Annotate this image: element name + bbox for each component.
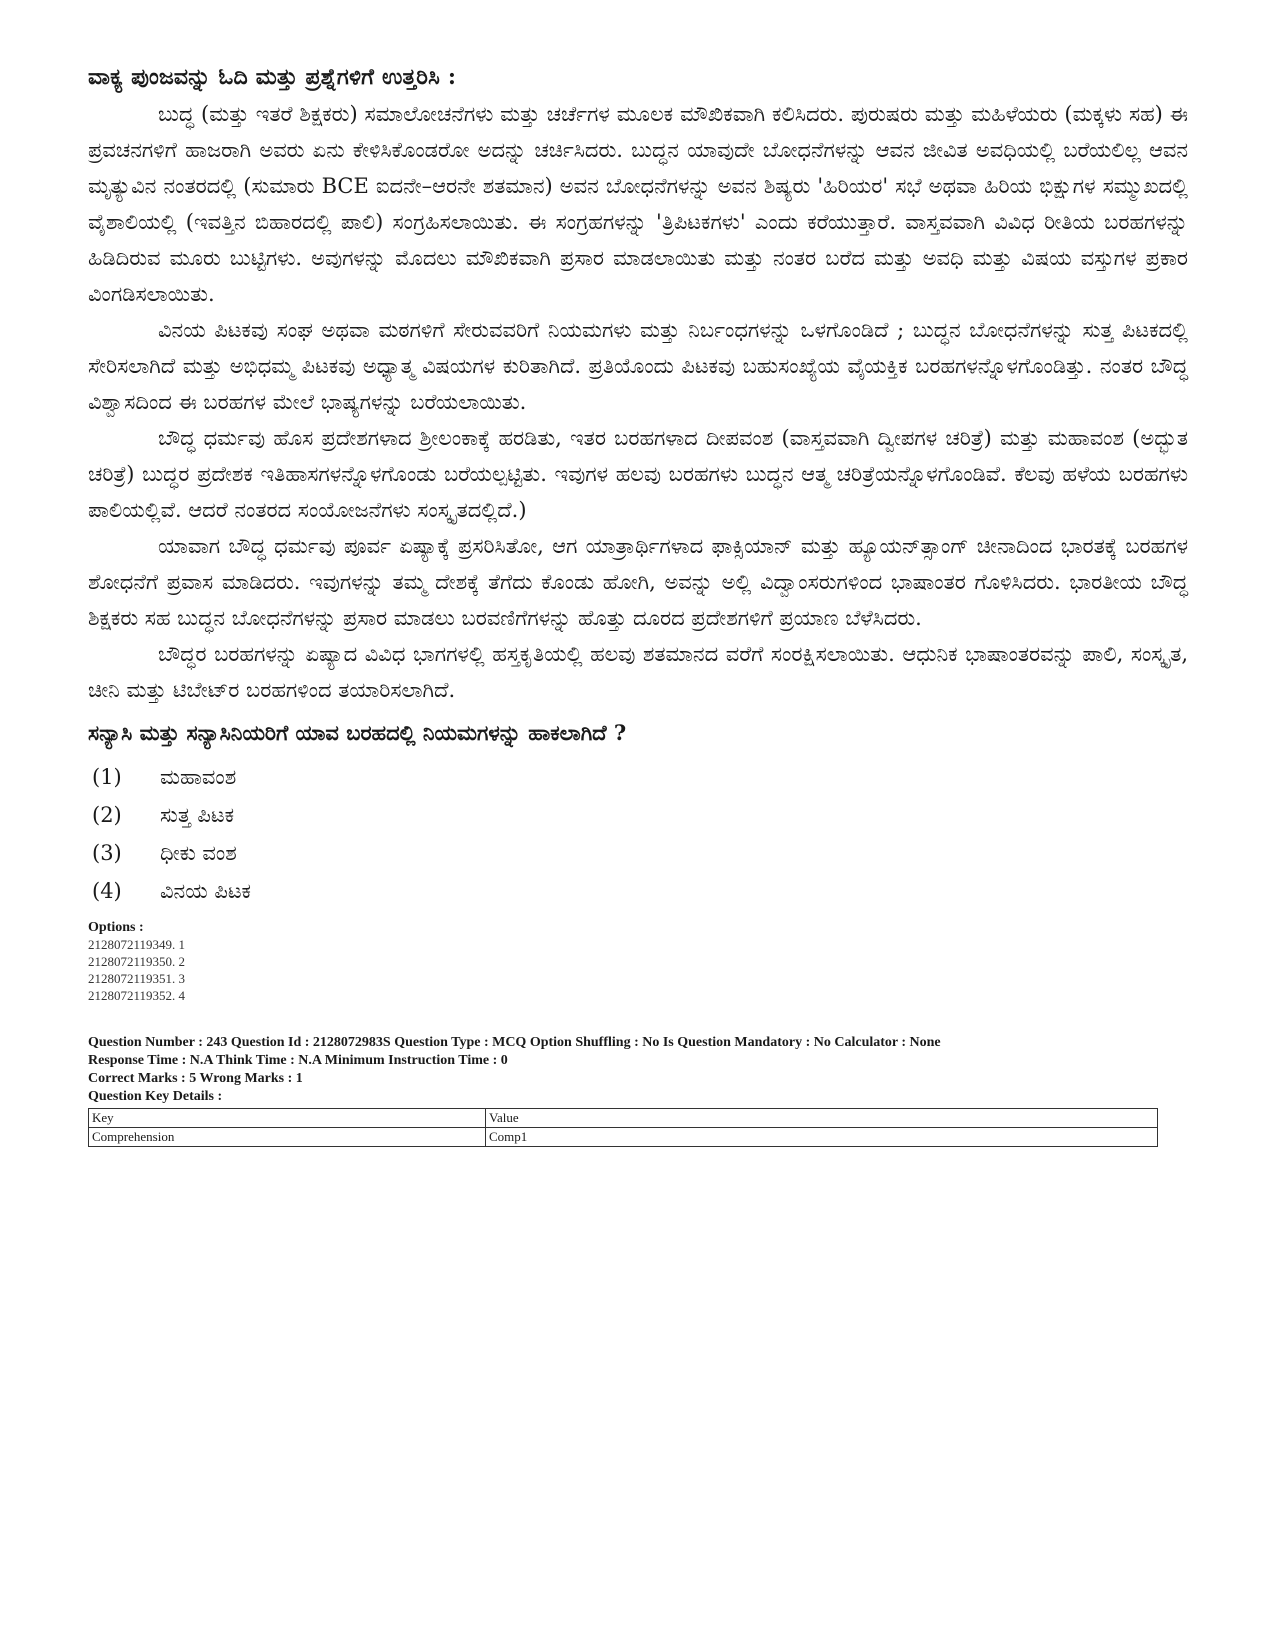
document-page xyxy=(88,64,1188,1147)
question-text: ಸನ್ಯಾಸಿ ಮತ್ತು ಸನ್ಯಾಸಿನಿಯರಿಗೆ ಯಾವ ಬರಹದಲ್ಲಿ ನಿಯಮಗಳನ್ನು ಹಾಕಲಾಗಿದೆ ? xyxy=(88,720,627,745)
question-metadata xyxy=(88,1034,1188,1106)
option-id: 2128072119349. 1 xyxy=(88,937,186,952)
choice-number: (2) xyxy=(92,803,122,827)
meta-line: Correct Marks : 5 Wrong Marks : 1 xyxy=(88,1071,303,1086)
question-key-table xyxy=(88,1108,1158,1147)
choice-item xyxy=(88,758,1188,796)
choice-text: ಮಹಾವಂಶ xyxy=(160,765,237,789)
passage-paragraph: ಬುದ್ಧ (ಮತ್ತು ಇತರೆ ಶಿಕ್ಷಕರು) ಸಮಾಲೋಚನೆಗಳು ಮತ್ತು ಚರ್ಚೆಗಳ ಮೂಲಕ ಮೌಖಿಕವಾಗಿ ಕಲಿಸಿದರು. ಪುರುಷರು ಮತ್ತು ಮಹಿಳೆಯರು (ಮಕ್ಕಳು ಸಹ) ಈ ಪ್ರವಚನಗಳಿಗೆ ಹಾಜರಾಗಿ ಅವರು ಏನು ಕೇಳಿಸಿಕೊಂಡರೋ ಅದನ್ನು ಚರ್ಚಿಸಿದರು. ಬುದ್ಧನ ಯಾವುದೇ ಬೋಧನೆಗಳನ್ನು ಆವನ ಜೀವಿತ ಅವಧಿಯಲ್ಲಿ ಬರೆಯಲಿಲ್ಲ ಆವನ ಮೃತ್ಯುವಿನ ನಂತರದಲ್ಲಿ (ಸುಮಾರು BCE ಐದನೇ–ಆರನೇ ಶತಮಾನ) ಅವನ ಬೋಧನೆಗಳನ್ನು ಅವನ ಶಿಷ್ಯರು 'ಹಿರಿಯರ' ಸಭೆ ಅಥವಾ ಹಿರಿಯ ಭಿಕ್ಷುಗಳ ಸಮ್ಮುಖದಲ್ಲಿ ವೈಶಾಲಿಯಲ್ಲಿ (ಇವತ್ತಿನ ಬಿಹಾರದಲ್ಲಿ ಪಾಲಿ) ಸಂಗ್ರಹಿಸಲಾಯಿತು. ಈ ಸಂಗ್ರಹಗಳನ್ನು 'ತ್ರಿಪಿಟಕಗಳು' ಎಂದು ಕರೆಯುತ್ತಾರೆ. ವಾಸ್ತವವಾಗಿ ವಿವಿಧ ರೀತಿಯ ಬರಹಗಳನ್ನು ಹಿಡಿದಿರುವ ಮೂರು ಬುಟ್ಟಿಗಳು. ಅವುಗಳನ್ನು ಮೊದಲು ಮೌಖಿಕವಾಗಿ ಪ್ರಸಾರ ಮಾಡಲಾಯಿತು ಮತ್ತು ನಂತರ ಬರೆದ ಮತ್ತು ಅವಧಿ ಮತ್ತು ವಿಷಯ ವಸ್ತುಗಳ ಪ್ರಕಾರ ವಿಂಗಡಿಸಲಾಯಿತು. xyxy=(88,102,1188,306)
choice-number: (3) xyxy=(92,841,122,865)
choice-number: (4) xyxy=(92,879,122,903)
choice-text: ಸುತ್ತ ಪಿಟಕ xyxy=(160,803,235,827)
options-title: Options : xyxy=(88,920,144,935)
option-id: 2128072119350. 2 xyxy=(88,954,186,969)
passage-paragraph: ಯಾವಾಗ ಬೌದ್ಧ ಧರ್ಮವು ಪೂರ್ವ ಏಷ್ಯಾಕ್ಕೆ ಪ್ರಸರಿಸಿತೋ, ಆಗ ಯಾತ್ರಾರ್ಥಿಗಳಾದ ಫಾಕ್ಸಿಯಾನ್ ಮತ್ತು ಹ್ಯೂಯನ್‌ತ್ಸಾಂಗ್ ಚೀನಾದಿಂದ ಭಾರತಕ್ಕೆ ಬರಹಗಳ ಶೋಧನೆಗೆ ಪ್ರವಾಸ ಮಾಡಿದರು. ಇವುಗಳನ್ನು ತಮ್ಮ ದೇಶಕ್ಕೆ ತೆಗೆದು ಕೊಂಡು ಹೋಗಿ, ಅವನ್ನು ಅಲ್ಲಿ ವಿದ್ವಾಂಸರುಗಳಿಂದ ಭಾಷಾಂತರ ಗೊಳಿಸಿದರು. ಭಾರತೀಯ ಬೌದ್ಧ ಶಿಕ್ಷಕರು ಸಹ ಬುದ್ಧನ ಬೋಧನೆಗಳನ್ನು ಪ್ರಸಾರ ಮಾಡಲು ಬರವಣಿಗೆಗಳನ್ನು ಹೊತ್ತು ದೂರದ ಪ್ರದೇಶಗಳಿಗೆ ಪ್ರಯಾಣ ಬೆಳೆಸಿದರು. xyxy=(88,534,1188,630)
table-header-row xyxy=(89,1109,1158,1128)
option-id: 2128072119352. 4 xyxy=(88,988,186,1003)
table-row xyxy=(89,1128,1158,1147)
meta-line: Question Number : 243 Question Id : 2128072983S Question Type : MCQ Option Shuffling : No Is Question Mandatory : No Calculator : None xyxy=(88,1035,941,1050)
table-cell: Comp1 xyxy=(486,1128,1158,1147)
choice-item xyxy=(88,796,1188,834)
meta-line: Response Time : N.A Think Time : N.A Minimum Instruction Time : 0 xyxy=(88,1053,508,1068)
passage-paragraph: ವಿನಯ ಪಿಟಕವು ಸಂಘ ಅಥವಾ ಮಠಗಳಿಗೆ ಸೇರುವವರಿಗೆ ನಿಯಮಗಳು ಮತ್ತು ನಿರ್ಬಂಧಗಳನ್ನು ಒಳಗೊಂಡಿದೆ ; ಬುದ್ಧನ ಬೋಧನೆಗಳನ್ನು ಸುತ್ತ ಪಿಟಕದಲ್ಲಿ ಸೇರಿಸಲಾಗಿದೆ ಮತ್ತು ಅಭಿಧಮ್ಮ ಪಿಟಕವು ಅಧ್ಯಾತ್ಮ ವಿಷಯಗಳ ಕುರಿತಾಗಿದೆ. ಪ್ರತಿಯೊಂದು ಪಿಟಕವು ಬಹುಸಂಖ್ಯೆಯ ವೈಯಕ್ತಿಕ ಬರಹಗಳನ್ನೊಳಗೊಂಡಿತ್ತು. ನಂತರ ಬೌದ್ಧ ವಿಶ್ವಾಸದಿಂದ ಈ ಬರಹಗಳ ಮೇಲೆ ಭಾಷ್ಯಗಳನ್ನು ಬರೆಯಲಾಯಿತು. xyxy=(88,318,1188,414)
choice-item xyxy=(88,834,1188,872)
choice-item xyxy=(88,872,1188,910)
meta-line: Question Key Details : xyxy=(88,1089,223,1104)
choice-list xyxy=(88,758,1188,910)
passage-heading: ವಾಕ್ಯ ಪುಂಜವನ್ನು ಓದಿ ಮತ್ತು ಪ್ರಶ್ನೆಗಳಿಗೆ ಉತ್ತರಿಸಿ : xyxy=(88,64,457,90)
option-id-list xyxy=(88,936,1188,1004)
table-header-cell: Key xyxy=(89,1109,486,1128)
table-cell: Comprehension xyxy=(89,1128,486,1147)
passage-paragraph: ಬೌದ್ಧರ ಬರಹಗಳನ್ನು ಏಷ್ಯಾದ ವಿವಿಧ ಭಾಗಗಳಲ್ಲಿ ಹಸ್ತಕೃತಿಯಲ್ಲಿ ಹಲವು ಶತಮಾನದ ವರೆಗೆ ಸಂರಕ್ಷಿಸಲಾಯಿತು. ಆಧುನಿಕ ಭಾಷಾಂತರವನ್ನು ಪಾಲಿ, ಸಂಸ್ಕೃತ, ಚೀನಿ ಮತ್ತು ಟಿಬೇಟ್‌ರ ಬರಹಗಳಿಂದ ತಯಾರಿಸಲಾಗಿದೆ. xyxy=(88,642,1188,702)
passage-paragraph: ಬೌದ್ಧ ಧರ್ಮವು ಹೊಸ ಪ್ರದೇಶಗಳಾದ ಶ್ರೀಲಂಕಾಕ್ಕೆ ಹರಡಿತು, ಇತರ ಬರಹಗಳಾದ ದೀಪವಂಶ (ವಾಸ್ತವವಾಗಿ ದ್ವೀಪಗಳ ಚರಿತ್ರೆ) ಮತ್ತು ಮಹಾವಂಶ (ಅದ್ಭುತ ಚರಿತ್ರೆ) ಬುದ್ಧರ ಪ್ರದೇಶಕ ಇತಿಹಾಸಗಳನ್ನೊಳಗೊಂಡು ಬರೆಯಲ್ಪಟ್ಟಿತು. ಇವುಗಳ ಹಲವು ಬರಹಗಳು ಬುದ್ಧನ ಆತ್ಮ ಚರಿತ್ರೆಯನ್ನೊಳಗೊಂಡಿವೆ. ಕೆಲವು ಹಳೆಯ ಬರಹಗಳು ಪಾಲಿಯಲ್ಲಿವೆ. ಆದರೆ ನಂತರದ ಸಂಯೋಜನೆಗಳು ಸಂಸ್ಕೃತದಲ್ಲಿದೆ.) xyxy=(88,426,1188,522)
choice-text: ವಿನಯ ಪಿಟಕ xyxy=(160,879,252,903)
table-header-cell: Value xyxy=(486,1109,1158,1128)
passage xyxy=(88,96,1188,708)
option-id: 2128072119351. 3 xyxy=(88,971,186,986)
choice-text: ಧೀಕು ವಂಶ xyxy=(160,841,237,865)
choice-number: (1) xyxy=(92,765,122,789)
